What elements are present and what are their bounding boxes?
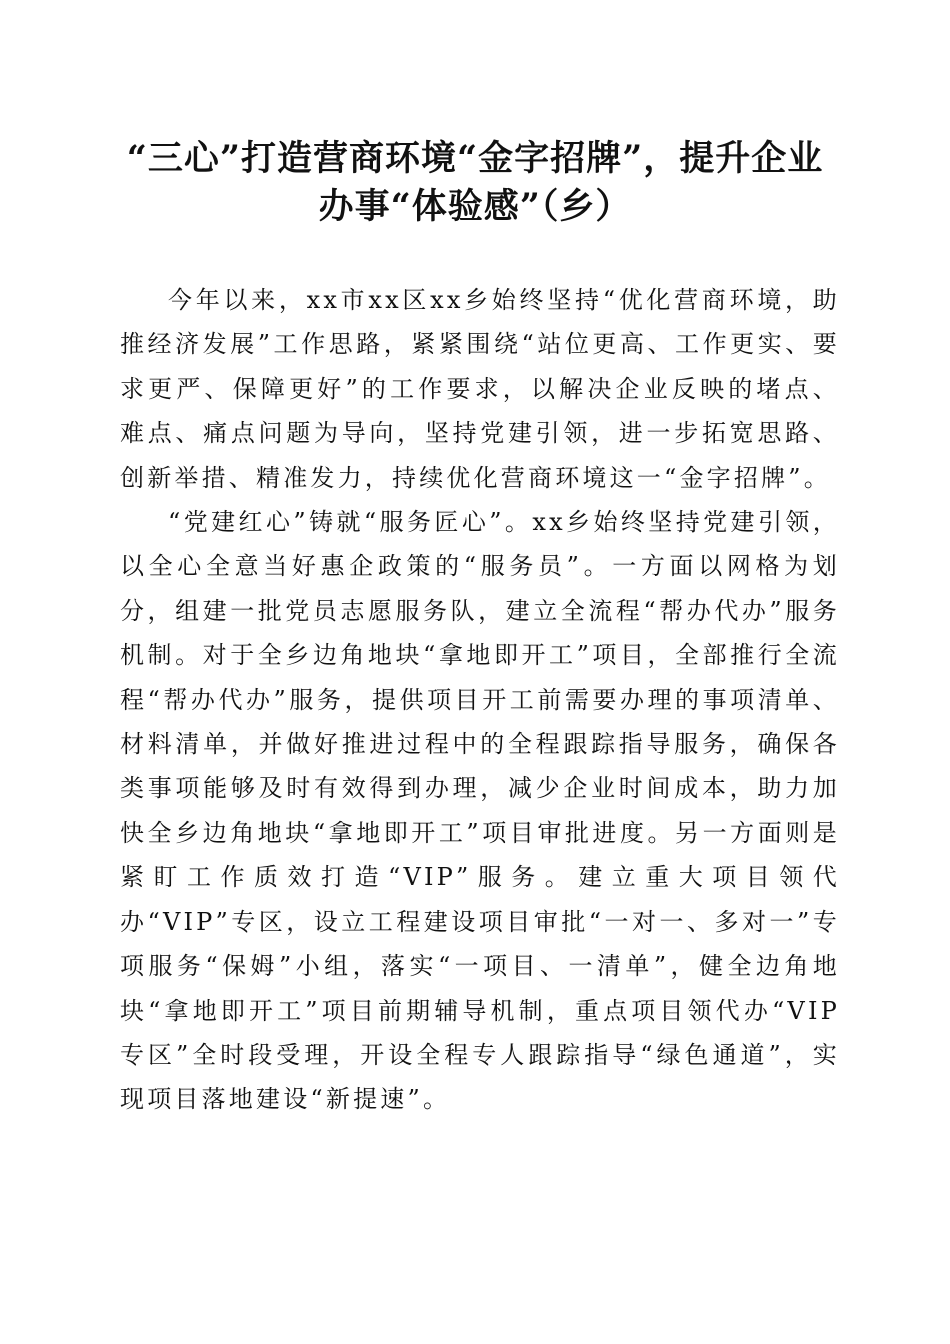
paragraph-intro: 今年以来，xx市xx区xx乡始终坚持“优化营商环境，助推经济发展”工作思路，紧紧围绕“站位更高、工作更实、要求更严、保障更好”的工作要求，以解决企业反映的堵点、难点、痛点问题为导向，坚持党建引领，进一步拓宽思路、创新举措、精准发力，持续优化营商环境这一“金字招牌”。 <box>120 286 840 492</box>
document-title: “三心”打造营商环境“金字招牌”，提升企业办事“体验感”（乡） <box>126 138 824 227</box>
document-body <box>120 278 840 1122</box>
paragraph-party-building: “党建红心”铸就“服务匠心”。xx乡始终坚持党建引领，以全心全意当好惠企政策的“服务员”。一方面以网格为划分，组建一批党员志愿服务队，建立全流程“帮办代办”服务机制。对于全乡边角地块“拿地即开工”项目，全部推行全流程“帮办代办”服务，提供项目开工前需要办理的事项清单、材料清单，并做好推进过程中的全程跟踪指导服务，确保各类事项能够及时有效得到办理，减少企业时间成本，助力加快全乡边角地块“拿地即开工”项目审批进度。另一方面则是紧盯工作质效打造“VIP”服务。建立重大项目领代办“VIP”专区，设立工程建设项目审批“一对一、多对一”专项服务“保姆”小组，落实“一项目、一清单”，健全边角地块“拿地即开工”项目前期辅导机制，重点项目领代办“VIP专区”全时段受理，开设全程专人跟踪指导“绿色通道”，实现项目落地建设“新提速”。 <box>120 508 840 1114</box>
